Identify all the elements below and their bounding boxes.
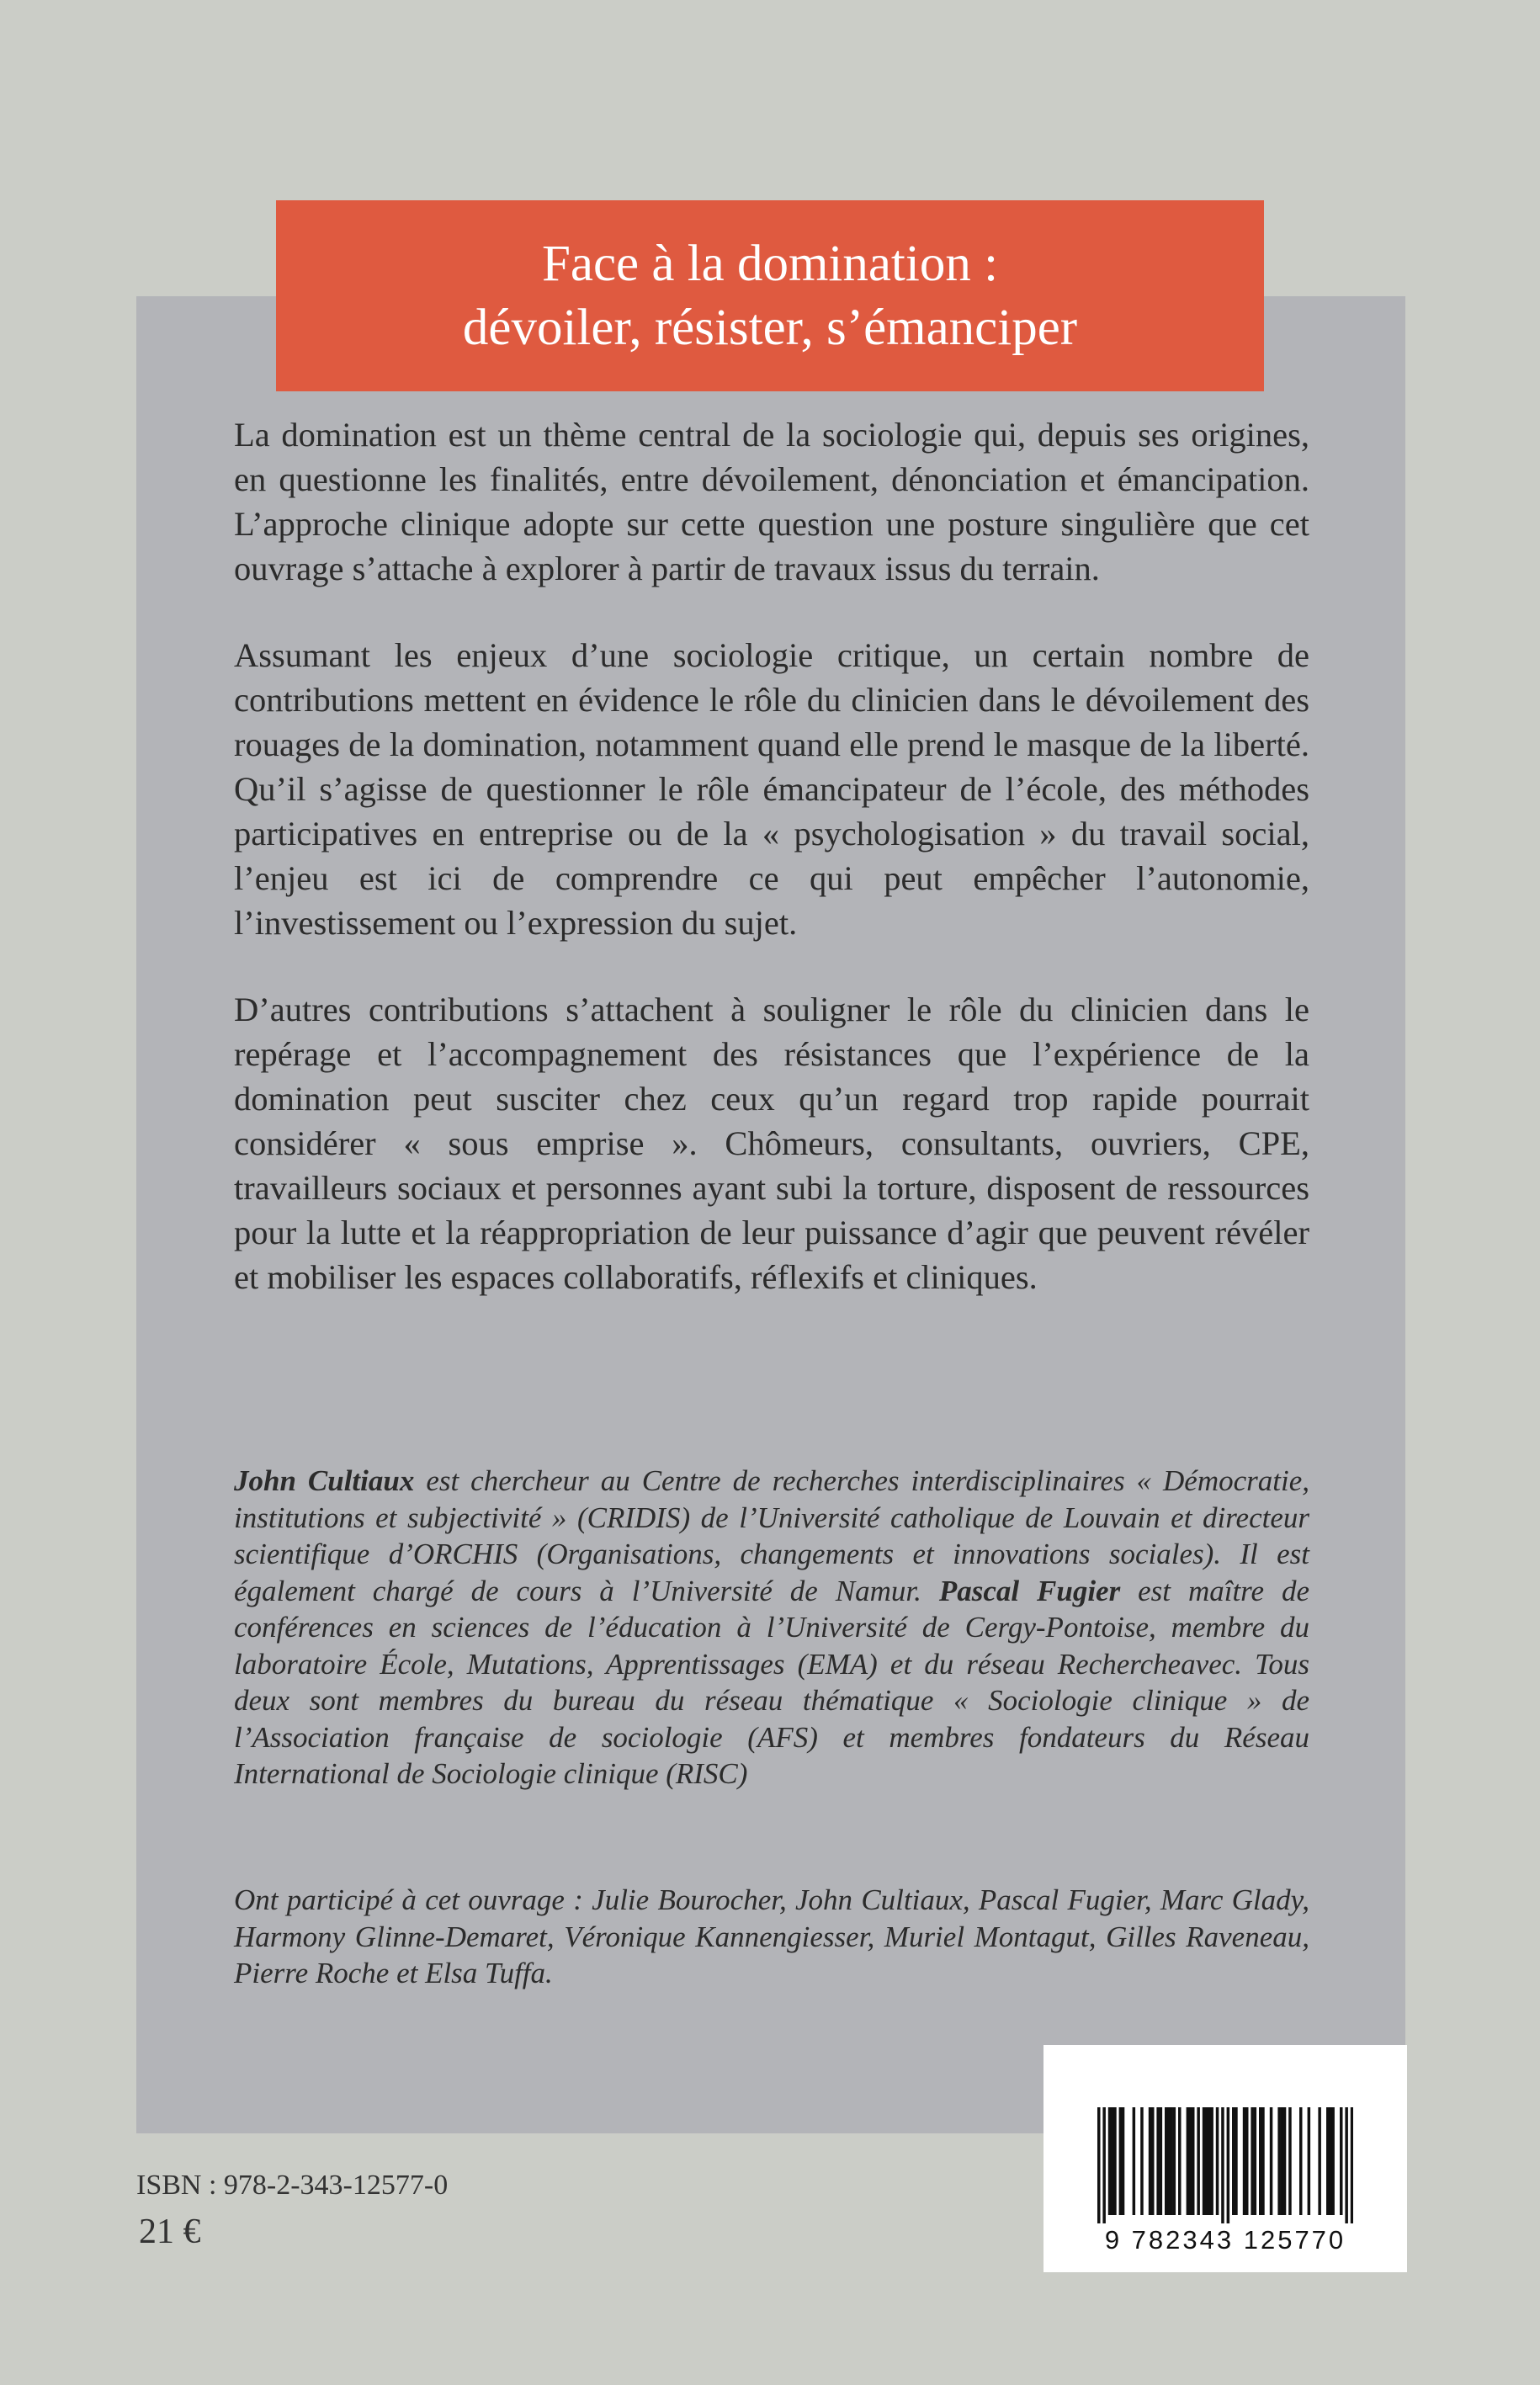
- barcode-bar: [1288, 2107, 1292, 2215]
- barcode-bar: [1281, 2107, 1284, 2215]
- barcode-bar: [1245, 2107, 1249, 2215]
- barcode-bar: [1232, 2107, 1235, 2215]
- barcode-bar: [1251, 2107, 1254, 2215]
- title-line-2: dévoiler, résister, s’émanciper: [462, 299, 1078, 356]
- barcode: [1043, 2045, 1407, 2272]
- summary-paragraph-3: D’autres contributions s’attachent à souligner le rôle du clinicien dans le repérage et l’accompagnement des résistances que l’expérience de la domination peut susciter chez ceux qu’un regard trop rapide pourrait considérer « sous emprise ». Chômeurs, consultants, ouvriers, CPE, travailleurs sociaux et personnes ayant subi la torture, disposent de ressources pour la lutte et la réappropriation de leur puissance d’agir que peuvent révéler et mobiliser les espaces collaboratifs, réflexifs et cliniques.: [234, 991, 1309, 1296]
- barcode-bar: [1108, 2107, 1112, 2215]
- title-box: [276, 200, 1264, 391]
- barcode-bar: [1329, 2107, 1332, 2215]
- summary-paragraph-1: La domination est un thème central de la sociologie qui, depuis ses origines, en questionne les finalités, entre dévoilement, dénonciation et émancipation. L’approche clinique adopte sur cette question une posture singulière que cet ouvrage s’attache à explorer à partir de travaux issus du terrain.: [234, 416, 1309, 587]
- barcode-bar: [1156, 2107, 1160, 2215]
- barcode-bar: [1227, 2107, 1230, 2223]
- barcode-bar: [1259, 2107, 1262, 2215]
- barcode-bar: [1102, 2107, 1106, 2223]
- author1-description: est chercheur au Centre de recherches interdisciplinaires « Démocratie, institutions et subjectivité » (CRIDIS) de l’Université catholique de Louvain et directeur scientifique d’ORCHIS (Organisations, changements et innovations sociales). Il est également chargé de cours à l’Université de Namur.: [234, 1464, 1309, 1607]
- summary-paragraph-2: Assumant les enjeux d’une sociologie critique, un certain nombre de contributions mettent en évidence le rôle du clinicien dans le dévoilement des rouages de la domination, notamment quand elle prend le masque de la liberté. Qu’il s’agisse de questionner le rôle émancipateur de l’école, des méthodes participatives en entreprise ou de la « psychologisation » du travail social, l’enjeu est ici de comprendre ce qui peut empêcher l’autonomie, l’investissement ou l’expression du sujet.: [234, 636, 1309, 942]
- barcode-bar: [1189, 2107, 1192, 2215]
- barcode-bar: [1331, 2107, 1335, 2215]
- barcode-bar: [1345, 2107, 1348, 2223]
- barcode-bar: [1235, 2107, 1238, 2215]
- barcode-bar: [1187, 2107, 1190, 2215]
- barcode-digits: 9 782343 125770: [1104, 2225, 1346, 2255]
- barcode-bar: [1216, 2107, 1219, 2215]
- barcode-bar: [1318, 2107, 1321, 2215]
- author2-description: est maître de conférences en sciences de l’éducation à l’Université de Cergy-Pontoise, membre du laboratoire École, Mutations, Apprentissages (EMA) et du réseau Rechercheavec. Tous deux sont membres du bureau du réseau thématique « Sociologie clinique » de l’Association française de sociologie (AFS) et membres fondateurs du Réseau International de Sociologie clinique (RISC): [234, 1574, 1309, 1790]
- barcode-bar: [1173, 2107, 1176, 2215]
- barcode-bar: [1197, 2107, 1200, 2215]
- barcode-bar: [1326, 2107, 1330, 2215]
- author2-name: Pascal Fugier: [938, 1574, 1121, 1607]
- barcode-bar: [1167, 2107, 1171, 2215]
- barcode-bar: [1277, 2107, 1281, 2215]
- barcode-bar: [1113, 2107, 1117, 2215]
- barcode-bar: [1165, 2107, 1168, 2215]
- barcode-bar: [1243, 2107, 1246, 2215]
- barcode-bar: [1122, 2107, 1125, 2215]
- barcode-bar: [1133, 2107, 1136, 2215]
- barcode-bars: [1097, 2107, 1353, 2223]
- barcode-bar: [1308, 2107, 1311, 2215]
- barcode-bar: [1119, 2107, 1123, 2215]
- barcode-bar: [1340, 2107, 1343, 2215]
- barcode-bar: [1203, 2107, 1206, 2215]
- barcode-bar: [1210, 2107, 1213, 2215]
- barcode-bar: [1351, 2107, 1353, 2223]
- barcode-bar: [1205, 2107, 1208, 2215]
- contributors: Ont participé à cet ouvrage : Julie Bourocher, John Cultiaux, Pascal Fugier, Marc Glady, Harmony Glinne-Demaret, Véronique Kannengiesser, Muriel Montagut, Gilles Raveneau, Pierre Roche et Elsa Tuffa.: [234, 1883, 1309, 1989]
- barcode-bar: [1160, 2107, 1163, 2215]
- barcode-bar: [1151, 2107, 1155, 2215]
- summary: [234, 412, 1309, 1299]
- author1-name: John Cultiaux: [234, 1464, 415, 1497]
- barcode-bar: [1270, 2107, 1273, 2215]
- barcode-bar: [1170, 2107, 1173, 2215]
- title-line-1: Face à la domination :: [541, 235, 999, 292]
- barcode-bar: [1140, 2107, 1144, 2215]
- barcode-bar: [1208, 2107, 1211, 2215]
- barcode-bar: [1283, 2107, 1287, 2215]
- barcode-bar: [1111, 2107, 1114, 2215]
- barcode-bar: [1192, 2107, 1195, 2215]
- barcode-bar: [1178, 2107, 1182, 2215]
- barcode-bar: [1261, 2107, 1265, 2215]
- barcode-bar: [1149, 2107, 1152, 2215]
- barcode-bar: [1254, 2107, 1257, 2215]
- barcode-bar: [1221, 2107, 1224, 2223]
- isbn: ISBN : 978-2-343-12577-0: [136, 2170, 449, 2201]
- barcode-bar: [1097, 2107, 1101, 2223]
- barcode-bar: [1299, 2107, 1303, 2215]
- author-bio: [234, 1463, 1309, 1793]
- price: 21 €: [139, 2212, 201, 2251]
